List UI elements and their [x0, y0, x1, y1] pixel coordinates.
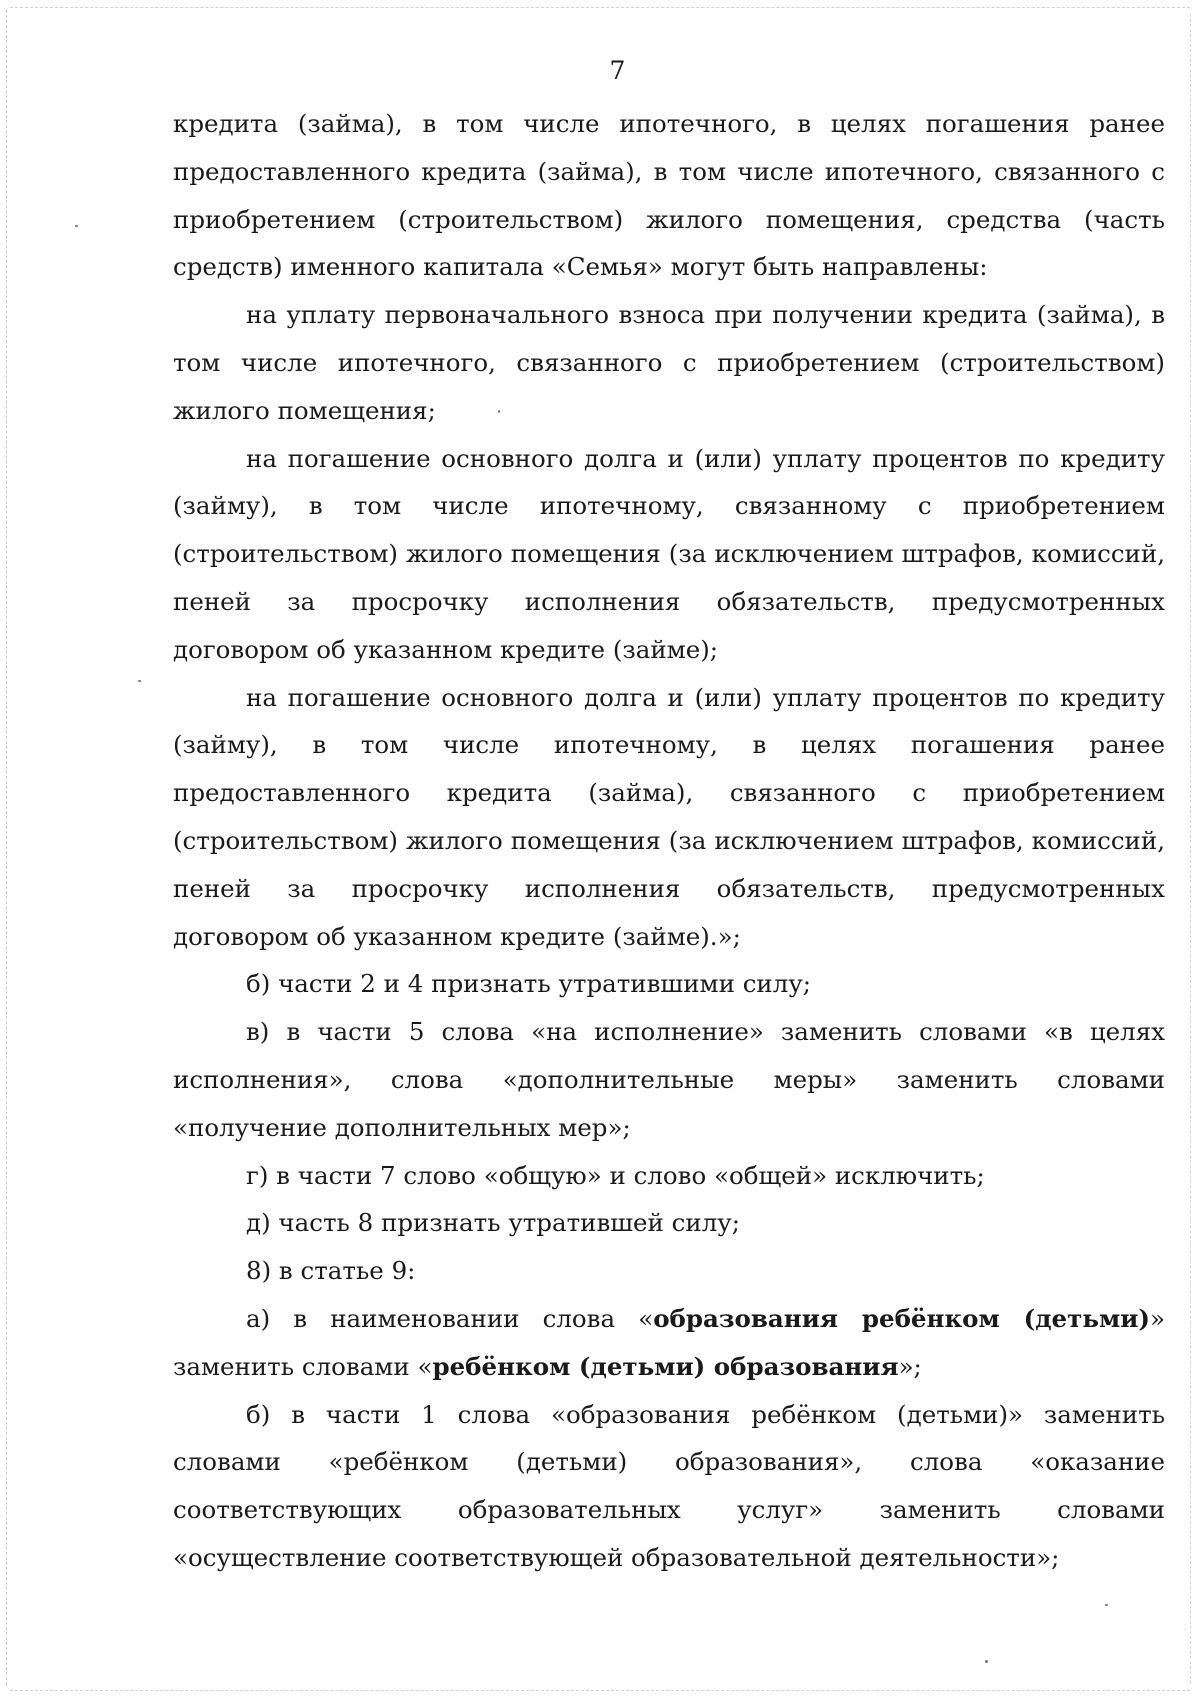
paragraph-item-v: в) в части 5 слова «на исполнение» заменить словами «в целях исполнения», слова «дополнительные меры» заменить словами «получение дополнительных мер»;	[173, 1017, 1165, 1142]
document-body	[173, 100, 1165, 1582]
scan-edge-top	[10, 7, 1190, 8]
scan-edge-right	[1190, 14, 1191, 1684]
scan-speck	[75, 225, 78, 227]
paragraph-continuation: кредита (займа), в том числе ипотечного, в целях погашения ранее предоставленного кредита (займа), в том числе ипотечного, связанного с приобретением (строительством) жилого помещения, средства (часть средств) именного капитала «Семья» могут быть направлены:	[173, 109, 1165, 282]
paragraph-article-9-item-a: а) в наименовании слова «образования ребёнком (детьми)» заменить словами «ребёнком (детьми) образования»;	[173, 1303, 1165, 1381]
scan-speck	[985, 1660, 988, 1663]
paragraph-article-9: 8) в статье 9:	[246, 1256, 416, 1286]
paragraph-debt-repayment: на погашение основного долга и (или) уплату процентов по кредиту (займу), в том числе ипотечному, связанному с приобретением (строительством) жилого помещения (за исключением штрафов, комиссий, пеней за просрочку исполнения обязательств, предусмотренных договором об указанном кредите (займе);	[173, 443, 1165, 664]
scan-speck	[138, 680, 141, 682]
paragraph-item-d: д) часть 8 признать утратившей силу;	[246, 1208, 740, 1238]
scan-edge-left	[6, 10, 7, 1685]
page-number: 7	[609, 56, 626, 85]
scan-edge-bottom	[10, 1690, 1190, 1691]
paragraph-down-payment: на уплату первоначального взноса при получении кредита (займа), в том числе ипотечного, связанного с приобретением (строительством) жилого помещения;	[173, 300, 1165, 425]
scan-speck	[1105, 1604, 1108, 1606]
paragraph-item-b: б) части 2 и 4 признать утратившими силу;	[246, 969, 811, 999]
paragraph-article-9-item-b: б) в части 1 слова «образования ребёнком (детьми)» заменить словами «ребёнком (детьми) образования», слова «оказание соответствующих образовательных услуг» заменить словами «осуществление соответствующей образовательной деятельности»;	[173, 1399, 1165, 1572]
paragraph-item-g: г) в части 7 слово «общую» и слово «общей» исключить;	[246, 1160, 985, 1190]
paragraph-refinance-repayment: на погашение основного долга и (или) уплату процентов по кредиту (займу), в том числе ипотечному, в целях погашения ранее предоставленного кредита (займа), связанного с приобретением (строительством) жилого помещения (за исключением штрафов, комиссий, пеней за просрочку исполнения обязательств, предусмотренных договором об указанном кредите (займе).»;	[173, 682, 1165, 951]
